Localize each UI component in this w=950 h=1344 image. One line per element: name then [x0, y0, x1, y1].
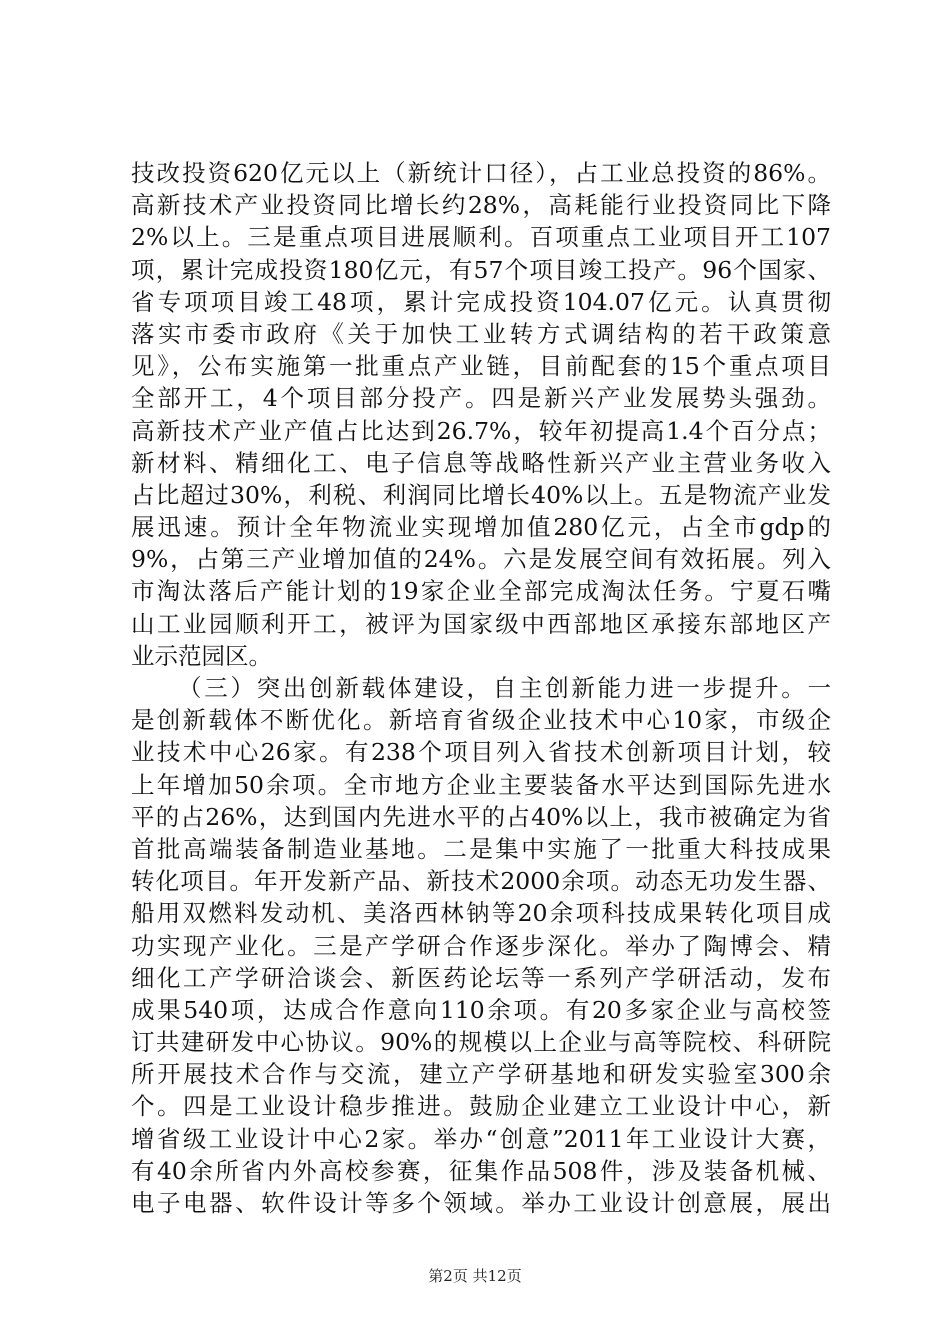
- text-line: 首批高端装备制造业基地。二是集中实施了一批重大科技成果: [131, 834, 831, 863]
- text-line: （三）突出创新载体建设，自主创新能力进一步提升。一: [178, 674, 831, 702]
- text-line: 是创新载体不断优化。新培育省级企业技术中心10家，市级企: [131, 706, 831, 735]
- text-line: 落实市委市政府《关于加快工业转方式调结构的若干政策意: [131, 319, 831, 348]
- text-line: 市淘汰落后产能计划的19家企业全部完成淘汰任务。宁夏石嘴: [131, 577, 831, 606]
- text-line: 高新技术产业产值占比达到26.7%，较年初提高1.4个百分点；: [131, 416, 831, 445]
- text-line: 全部开工，4个项目部分投产。四是新兴产业发展势头强劲。: [131, 384, 831, 413]
- text-line: 细化工产学研洽谈会、新医药论坛等一系列产学研活动，发布: [131, 963, 831, 992]
- text-line: 业技术中心26家。有238个项目列入省技术创新项目计划，较: [131, 738, 831, 767]
- text-line: 个。四是工业设计稳步推进。鼓励企业建立工业设计中心，新: [131, 1092, 831, 1121]
- text-line: 业示范园区。: [131, 641, 272, 670]
- document-body: [131, 157, 831, 1219]
- text-line: 山工业园顺利开工，被评为国家级中西部地区承接东部地区产: [131, 609, 831, 638]
- text-line: 展迅速。预计全年物流业实现增加值280亿元，占全市gdp的: [131, 513, 831, 542]
- text-line: 项，累计完成投资180亿元，有57个项目竣工投产。96个国家、: [131, 255, 831, 284]
- text-line: 有40余所省内外高校参赛，征集作品508件，涉及装备机械、: [131, 1156, 831, 1185]
- text-line: 占比超过30%，利税、利润同比增长40%以上。五是物流产业发: [131, 480, 831, 509]
- text-line: 新材料、精细化工、电子信息等战略性新兴产业主营业务收入: [131, 448, 831, 477]
- text-line: 功实现产业化。三是产学研合作逐步深化。举办了陶博会、精: [131, 931, 831, 960]
- text-line: 电子电器、软件设计等多个领域。举办工业设计创意展，展出: [131, 1189, 831, 1217]
- text-line: 转化项目。年开发新产品、新技术2000余项。动态无功发生器、: [131, 867, 831, 896]
- text-line: 成果540项，达成合作意向110余项。有20多家企业与高校签: [131, 995, 831, 1024]
- text-line: 见》，公布实施第一批重点产业链，目前配套的15个重点项目: [131, 352, 831, 381]
- text-line: 上年增加50余项。全市地方企业主要装备水平达到国际先进水: [131, 770, 831, 799]
- text-line: 平的占26%，达到国内先进水平的占40%以上，我市被确定为省: [131, 802, 831, 831]
- text-line: 订共建研发中心协议。90%的规模以上企业与高等院校、科研院: [131, 1028, 831, 1057]
- text-line: 省专项项目竣工48项，累计完成投资104.07亿元。认真贯彻: [131, 287, 831, 316]
- page-footer: 第2页 共12页: [428, 1267, 522, 1285]
- text-line: 所开展技术合作与交流，建立产学研基地和研发实验室300余: [131, 1060, 831, 1089]
- text-line: 高新技术产业投资同比增长约28%，高耗能行业投资同比下降: [131, 191, 831, 220]
- text-line: 2%以上。三是重点项目进展顺利。百项重点工业项目开工107: [131, 223, 831, 252]
- text-line: 船用双燃料发动机、美洛西林钠等20余项科技成果转化项目成: [131, 899, 831, 928]
- text-line: 9%，占第三产业增加值的24%。六是发展空间有效拓展。列入: [131, 545, 831, 574]
- text-line: 增省级工业设计中心2家。举办“创意”2011年工业设计大赛，: [131, 1124, 831, 1153]
- text-line: 技改投资620亿元以上（新统计口径），占工业总投资的86%。: [131, 159, 831, 187]
